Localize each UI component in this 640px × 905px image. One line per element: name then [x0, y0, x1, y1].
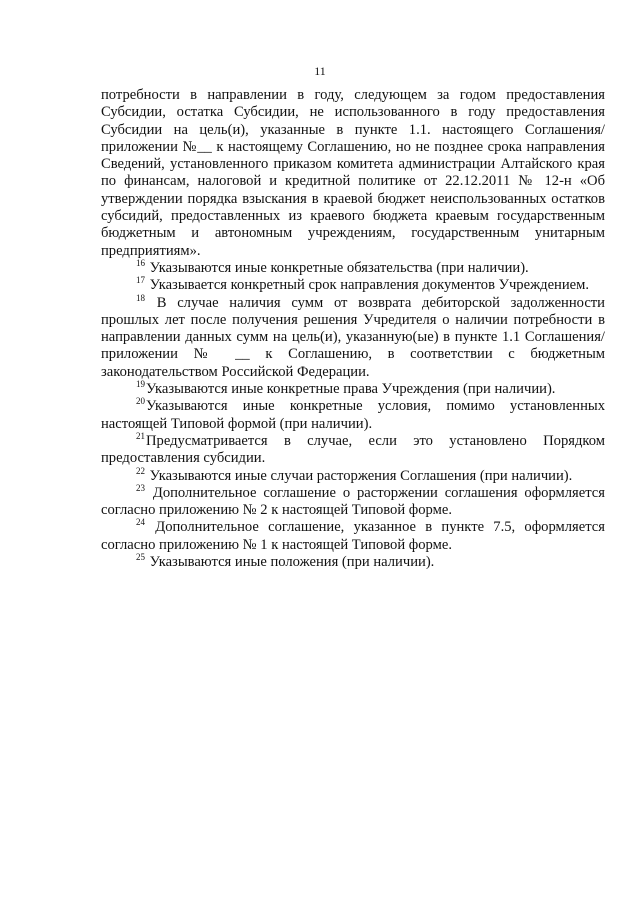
footnote-24: [101, 519, 605, 554]
footnote-text: В случае наличия сумм от возврата дебиторской задолженности прошлых лет после получения решения Учредителя о наличии потребности в направлении данных сумм на цель(и), указанную(ые) в пункте 1.1 Соглашения/ приложении № __ к Соглашению, в соответствии с бюджетным законодательством Российской Федерации.: [101, 294, 605, 380]
footnote-text: Дополнительное соглашение о расторжении соглашения оформляется согласно приложению № 2 к настоящей Типовой форме.: [101, 484, 605, 519]
footnote-21: [101, 430, 605, 468]
footnote-number: 21: [136, 430, 145, 441]
continuation-paragraph: потребности в направлении в году, следующем за годом предоставления Субсидии, остатка Субсидии, не использованного в году предоставления Субсидии на цель(и), указанные в пункте 1.1. настоящего Соглашения/ приложении №__ к настоящему Соглашению, но не позднее срока направления Сведений, установленного приказом комитета администрации Алтайского края по финансам, налоговой и кредитной политике от 22.12.2011 № 12-н «Об утверждении порядка взыскания в краевой бюджет неиспользованных остатков субсидий, предоставленных из краевого бюджета краевым государственным бюджетным и автономным учреждениям, государственным унитарным предприятиям».: [101, 87, 605, 259]
footnote-25: [101, 554, 605, 571]
footnote-text: Указываются иные конкретные права Учреждения (при наличии).: [146, 381, 556, 398]
page-number: 11: [314, 64, 326, 78]
footnote-18: [101, 292, 605, 381]
footnote-number: 20: [136, 396, 145, 407]
footnote-number: 19: [136, 379, 145, 390]
footnote-22: [101, 465, 605, 485]
footnote-16: [101, 257, 605, 277]
footnote-17: [101, 277, 605, 294]
footnote-text: Указывается конкретный срок направления документов Учреждением.: [149, 277, 590, 294]
footnote-number: 24: [136, 517, 145, 528]
footnote-number: 17: [136, 275, 145, 286]
footnote-text: Указываются иные положения (при наличии).: [149, 554, 435, 571]
footnote-number: 25: [136, 552, 145, 563]
footnote-text: Указываются иные конкретные обязательства (при наличии).: [149, 259, 529, 276]
footnote-number: 18: [136, 292, 145, 303]
footnote-text: Дополнительное соглашение, указанное в пункте 7.5, оформляется согласно приложению № 1 к настоящей Типовой форме.: [101, 519, 605, 553]
footnote-text: Указываются иные конкретные условия, помимо установленных настоящей Типовой формой (при наличии).: [101, 398, 605, 432]
footnote-number: 16: [136, 257, 145, 268]
footnote-19: [101, 381, 605, 398]
footnote-text: Предусматривается в случае, если это установлено Порядком предоставления субсидии.: [101, 432, 605, 467]
footnote-number: 23: [136, 482, 145, 493]
footnote-20: [101, 398, 605, 433]
footnote-number: 22: [136, 465, 145, 476]
page-content: [101, 87, 605, 571]
footnote-text: Указываются иные случаи расторжения Соглашения (при наличии).: [149, 467, 573, 484]
footnote-23: [101, 482, 605, 520]
